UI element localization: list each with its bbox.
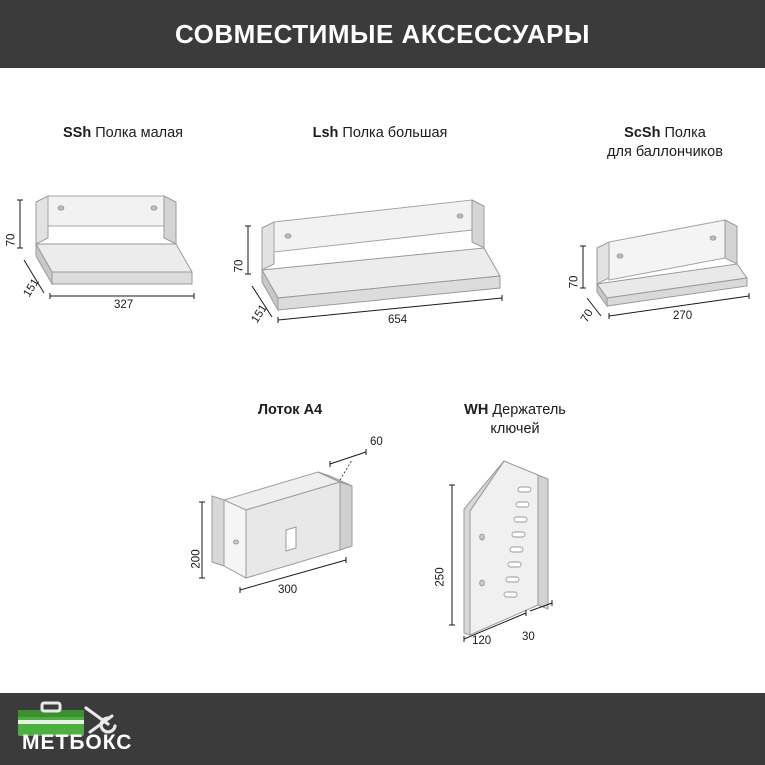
brand-logo [8, 698, 178, 760]
page-header [0, 0, 765, 68]
item-wh-label [420, 401, 610, 439]
item-scsh [570, 124, 760, 162]
item-wh [420, 401, 610, 439]
item-scsh-label [570, 124, 760, 162]
item-lotok-drawing [190, 438, 405, 598]
wh-dim-width: 120 [472, 635, 492, 647]
item-lotok [190, 401, 390, 420]
lsh-dim-height: 70 [233, 259, 246, 273]
item-wh-drawing [430, 453, 590, 647]
lsh-shelf-illustration [240, 186, 520, 316]
item-ssh [18, 124, 228, 143]
item-lsh-label [250, 124, 510, 143]
ssh-dim-height: 70 [5, 233, 18, 247]
item-scsh-name2: для баллончиков [607, 144, 723, 160]
lotok-dim-height: 200 [190, 549, 203, 569]
diagram-canvas [0, 68, 765, 693]
lotok-tray-illustration [190, 438, 405, 598]
scsh-dim-height: 70 [568, 275, 581, 289]
item-lotok-code: Лоток [257, 402, 300, 418]
lotok-dim-width: 300 [278, 584, 298, 596]
item-lsh-name: Полка большая [342, 125, 448, 141]
item-wh-code: WH [464, 402, 489, 418]
page-title: СОВМЕСТИМЫЕ АКСЕССУАРЫ [175, 18, 590, 49]
ssh-dim-width: 327 [114, 299, 134, 311]
item-lotok-label [190, 401, 390, 420]
lsh-dim-depth: 151 [249, 302, 270, 326]
page-footer [0, 693, 765, 765]
item-ssh-drawing [5, 186, 224, 316]
item-ssh-name: Полка малая [95, 125, 184, 141]
lsh-dim-width: 654 [388, 314, 408, 326]
item-scsh-drawing [568, 186, 760, 325]
item-scsh-name: Полка [664, 125, 706, 141]
item-ssh-code: SSh [62, 125, 92, 141]
item-wh-name: Держатель [492, 402, 566, 418]
item-ssh-label [18, 124, 228, 143]
lotok-dim-depth: 60 [370, 436, 383, 448]
item-lotok-name: A4 [303, 402, 323, 418]
wh-wrench-holder-illustration [430, 453, 590, 633]
scsh-dim-depth: 70 [579, 307, 596, 325]
item-lsh [250, 124, 510, 143]
scsh-shelf-illustration [575, 186, 760, 316]
item-scsh-code: ScSh [624, 125, 661, 141]
brand-name: МЕТБОКС [22, 731, 133, 754]
wh-dim-depth: 30 [522, 631, 535, 643]
item-wh-name2: ключей [490, 421, 540, 437]
ssh-dim-depth: 151 [21, 276, 42, 300]
ssh-shelf-illustration [14, 186, 224, 316]
item-lsh-code: Lsh [312, 125, 339, 141]
wh-dim-height: 250 [434, 567, 447, 587]
item-lsh-drawing [233, 186, 520, 326]
scsh-dim-width: 270 [673, 310, 693, 322]
